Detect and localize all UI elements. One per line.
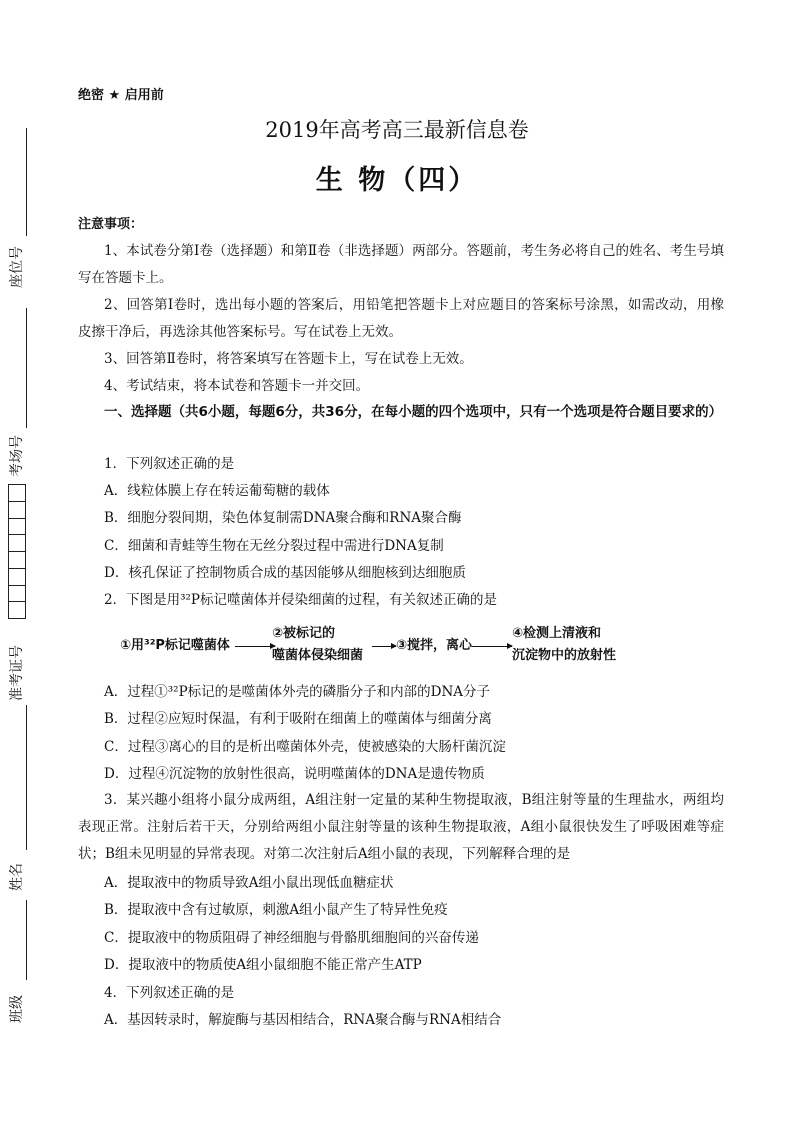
notice-item-2: 2、回答第Ⅰ卷时，选出每小题的答案后，用铅笔把答题卡上对应题目的答案标号涂黑，如需改动，用橡皮擦干净后，再选涂其他答案标号。写在试卷上无效。 (78, 297, 724, 340)
flow-arrow-3 (472, 646, 512, 647)
notice-item-1: 1、本试卷分第Ⅰ卷（选择题）和第Ⅱ卷（非选择题）两部分。答题前，考生务必将自己的姓名、考生号填写在答题卡上。 (78, 243, 724, 286)
q4-option-a: A．基因转录时，解旋酶与基因相结合，RNA聚合酶与RNA相结合 (104, 1012, 502, 1028)
flow-step-2-line2: 噬菌体侵染细菌 (272, 648, 364, 663)
q1-option-a: A．线粒体膜上存在转运葡萄糖的载体 (104, 483, 330, 499)
section-heading-choice: 一、选择题（共6小题，每题6分，共36分，在每小题的四个选项中，只有一个选项是符合题目要求的） (104, 404, 723, 420)
binding-line-seat (26, 308, 27, 428)
q3-option-a: A．提取液中的物质导致A组小鼠出现低血糖症状 (104, 875, 394, 891)
q2-option-d: D．过程④沉淀物的放射性很高，说明噬菌体的DNA是遗传物质 (104, 766, 485, 782)
q3-option-d: D．提取液中的物质使A组小鼠细胞不能正常产生ATP (104, 957, 422, 973)
flow-step-2-line1: ②被标记的 (272, 626, 336, 641)
q1-option-c: C．细菌和青蛙等生物在无丝分裂过程中需进行DNA复制 (104, 538, 444, 554)
seat-number-label: 座位号 (9, 246, 25, 288)
notice-item-4: 4、考试结束，将本试卷和答题卡一并交回。 (104, 378, 370, 394)
flow-arrow-2 (372, 646, 396, 647)
flow-step-1: ①用³²P标记噬菌体 (120, 638, 230, 653)
flow-step-3: ③搅拌，离心 (396, 638, 473, 653)
confidential-label: 绝密 ★ 启用前 (78, 88, 164, 103)
exam-subject: 生 物（四） (315, 165, 479, 196)
notice-heading: 注意事项： (78, 217, 144, 232)
q3-stem: 3．某兴趣小组将小鼠分成两组，A组注射一定量的某种生物提取液，B组注射等量的生理盐水，两组均表现正常。注射后若干天，分别给两组小鼠注射等量的该种生物提取液，A组小鼠很快发生了呼吸困难等症状；B组未见明显的异常表现。对第二次注射后A组小鼠的表现，下列解释合理的是 (78, 792, 724, 862)
q2-stem: 2．下图是用³²P标记噬菌体并侵染细菌的过程，有关叙述正确的是 (104, 592, 497, 608)
q2-option-a: A．过程①³²P标记的是噬菌体外壳的磷脂分子和内部的DNA分子 (104, 684, 491, 700)
q2-flow-diagram (120, 624, 620, 670)
class-label: 班级 (9, 995, 25, 1023)
q1-stem: 1．下列叙述正确的是 (104, 456, 235, 472)
flow-step-4-line2: 沉淀物中的放射性 (512, 648, 617, 663)
binding-line-ticket (26, 705, 27, 850)
exam-title: 2019年高考高三最新信息卷 (265, 118, 529, 142)
q3-option-c: C．提取液中的物质阻碍了神经细胞与骨骼肌细胞间的兴奋传递 (104, 930, 479, 946)
exam-room-label: 考场号 (9, 435, 25, 477)
q1-option-d: D．核孔保证了控制物质合成的基因能够从细胞核到达细胞质 (104, 565, 466, 581)
flow-arrow-1 (235, 646, 275, 647)
q2-option-b: B．过程②应短时保温，有利于吸附在细菌上的噬菌体与细菌分离 (104, 711, 492, 727)
flow-step-4-line1: ④检测上清液和 (512, 626, 602, 641)
notice-item-3: 3、回答第Ⅱ卷时，将答案填写在答题卡上，写在试卷上无效。 (104, 351, 473, 367)
q1-option-b: B．细胞分裂间期，染色体复制需DNA聚合酶和RNA聚合酶 (104, 510, 462, 526)
ticket-number-grid (8, 484, 26, 619)
q2-option-c: C．过程③离心的目的是析出噬菌体外壳，使被感染的大肠杆菌沉淀 (104, 739, 506, 755)
q3-option-b: B．提取液中含有过敏原，刺激A组小鼠产生了特异性免疫 (104, 902, 448, 918)
q4-stem: 4．下列叙述正确的是 (104, 985, 235, 1001)
binding-line-name (26, 900, 27, 980)
ticket-number-label: 准考证号 (9, 645, 25, 701)
name-label: 姓名 (9, 863, 25, 891)
